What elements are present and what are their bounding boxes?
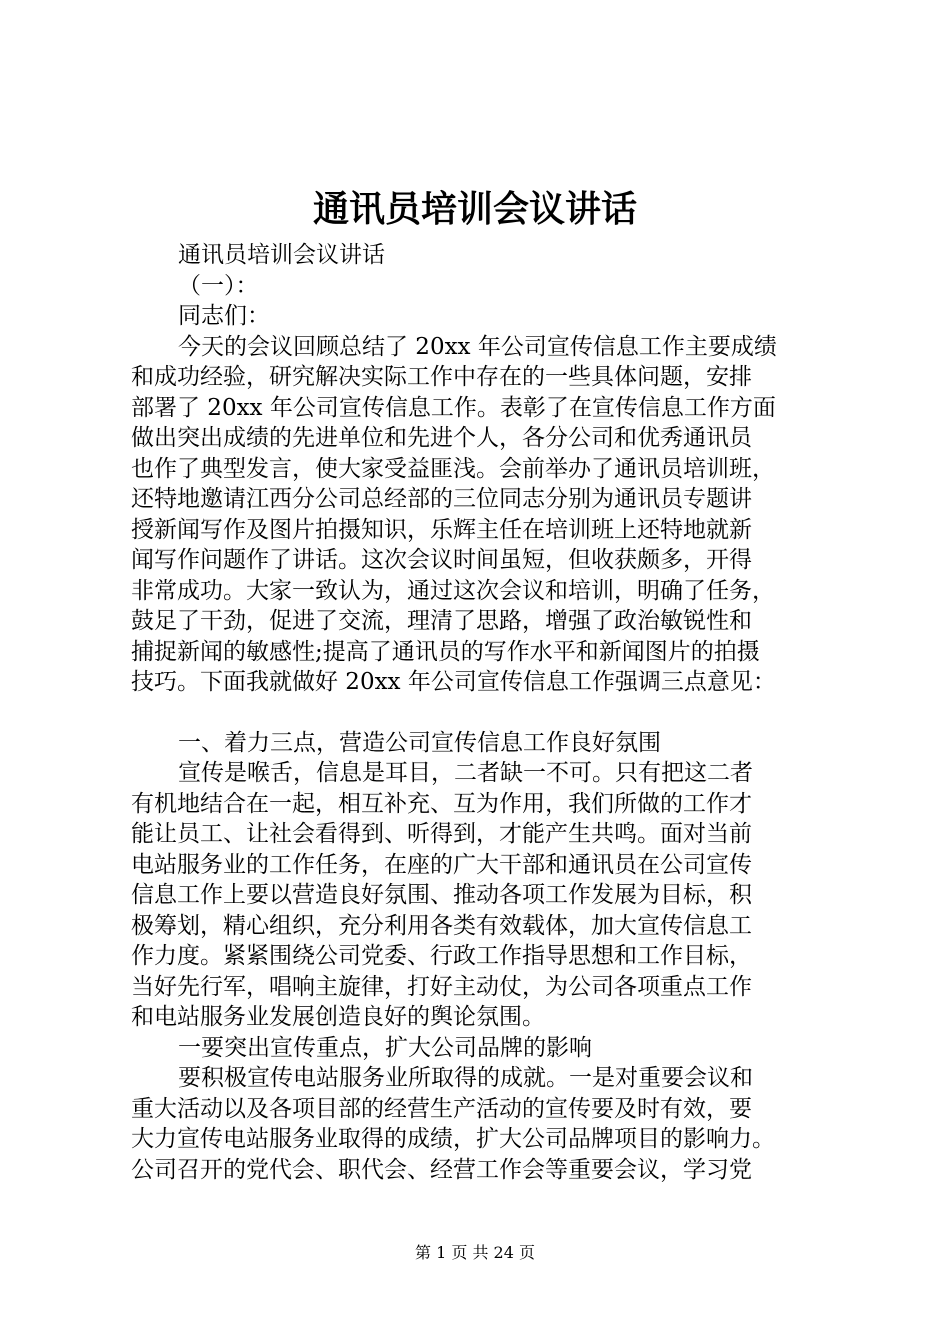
text-line: 还特地邀请江西分公司总经部的三位同志分别为通讯员专题讲 [131,486,752,512]
text-line: 授新闻写作及图片拍摄知识，乐辉主任在培训班上还特地就新 [131,516,752,543]
subtitle-line: 通讯员培训会议讲话 [178,242,385,268]
salutation-line: 同志们： [178,303,270,329]
text-line: 非常成功。大家一致认为，通过这次会议和培训，明确了任务， [131,577,775,604]
paragraph-subsection [131,1063,836,1185]
document-title: 通讯员培训会议讲话 [312,188,637,230]
text-line: 和电站服务业发展创造良好的舆论氛围。 [131,1004,545,1030]
text-line: 能让员工、让社会看得到、听得到，才能产生共鸣。面对当前 [131,821,752,847]
text-line: 信息工作上要以营造良好氛围、推动各项工作发展为目标，积 [131,882,752,908]
page-footer: 第 1 页 共 24 页 [415,1243,535,1262]
text-line: 也作了典型发言，使大家受益匪浅。会前举办了通讯员培训班， [131,455,775,482]
text-line: 宣传是喉舌，信息是耳目，二者缺一不可。只有把这二者 [178,760,753,786]
section-number-line: （一）： [178,272,259,299]
section-heading: 一、着力三点，营造公司宣传信息工作良好氛围 [178,729,661,756]
text-line: 重大活动以及各项目部的经营生产活动的宣传要及时有效，要 [131,1095,752,1122]
text-line: 鼓足了干劲，促进了交流，理清了思路，增强了政治敏锐性和 [131,608,752,634]
text-line: 部署了 20xx 年公司宣传信息工作。表彰了在宣传信息工作方面 [131,394,776,421]
text-line: 捕捉新闻的敏感性;提高了通讯员的写作水平和新闻图片的拍摄 [131,638,760,665]
text-line: 电站服务业的工作任务，在座的广大干部和通讯员在公司宣传 [131,851,752,878]
text-line: 极筹划，精心组织，充分利用各类有效载体，加大宣传信息工 [131,912,752,939]
text-line: 公司召开的党代会、职代会、经营工作会等重要会议，学习党 [131,1156,752,1183]
paragraph-gap [131,698,836,728]
paragraph-intro [131,332,836,698]
text-line: 技巧。下面我就做好 20xx 年公司宣传信息工作强调三点意见： [131,669,776,695]
text-line: 和成功经验，研究解决实际工作中存在的一些具体问题，安排 [131,364,752,390]
text-line: 有机地结合在一起，相互补充、互为作用，我们所做的工作才 [131,790,752,817]
text-line: 要积极宣传电站服务业所取得的成就。一是对重要会议和 [178,1065,753,1091]
text-line: 当好先行军，唱响主旋律，打好主动仗，为公司各项重点工作 [131,973,752,1000]
paragraph-section-one [131,758,836,1033]
subsection-heading: 一要突出宣传重点，扩大公司品牌的影响 [178,1034,592,1061]
text-line: 作力度。紧紧围绕公司党委、行政工作指导思想和工作目标， [131,943,752,969]
document-body [131,240,836,1185]
text-line: 做出突出成绩的先进单位和先进个人，各分公司和优秀通讯员 [131,425,752,451]
text-line: 大力宣传电站服务业取得的成绩，扩大公司品牌项目的影响力。 [131,1126,775,1152]
text-line: 闻写作问题作了讲话。这次会议时间虽短，但收获颇多，开得 [131,547,752,573]
text-line: 今天的会议回顾总结了 20xx 年公司宣传信息工作主要成绩 [178,333,777,360]
